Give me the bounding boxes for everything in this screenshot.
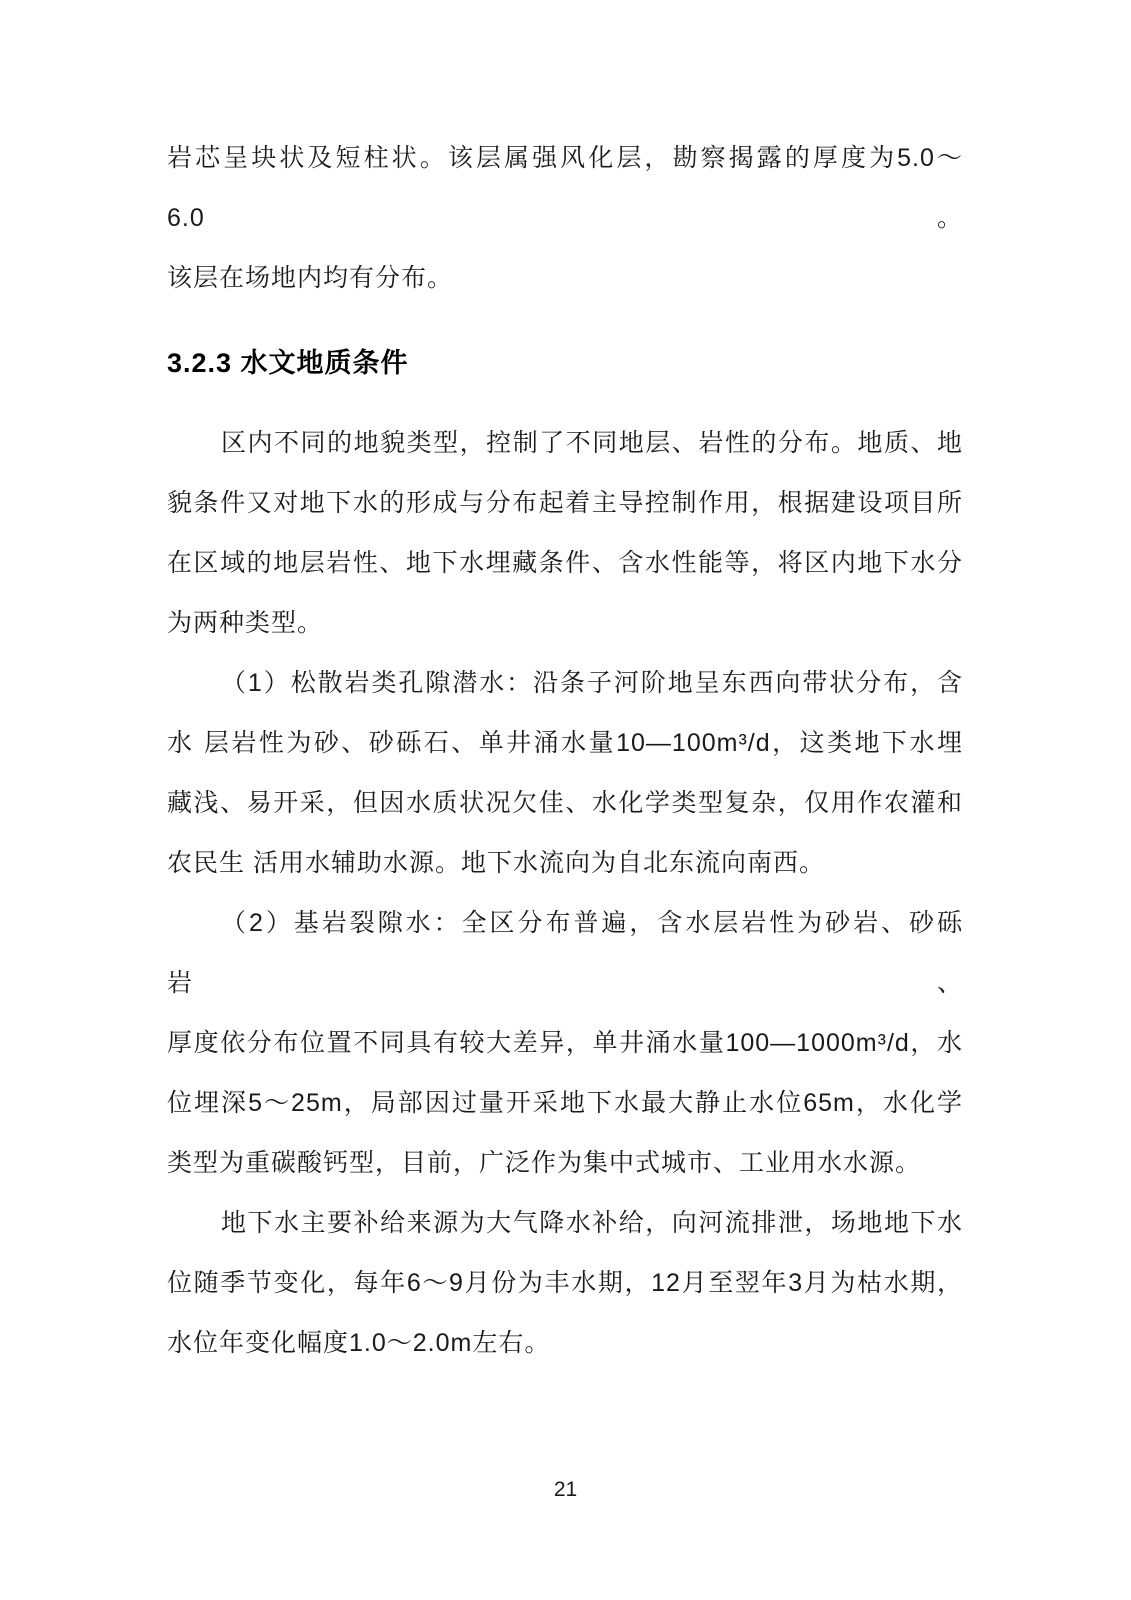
text-line: 岩芯呈块状及短柱状。该层属强风化层，勘察揭露的厚度为5.0～6.0。: [167, 144, 963, 232]
section-heading: 3.2.3 水文地质条件: [167, 348, 409, 378]
page-content: [167, 128, 963, 1373]
text-line: 在区域的地层岩性、地下水埋藏条件、含水性能等，将区内地下水分: [167, 549, 963, 577]
text-line: 水位年变化幅度1.0～2.0m左右。: [167, 1329, 551, 1357]
text-line: 厚度依分布位置不同具有较大差异，单井涌水量100—1000m³/d，水: [167, 1029, 963, 1057]
paragraph-3: [167, 893, 963, 1193]
text-line: 为两种类型。: [167, 609, 324, 637]
text-line: 位随季节变化，每年6～9月份为丰水期，12月至翌年3月为枯水期，: [167, 1269, 963, 1297]
text-line: 貌条件又对地下水的形成与分布起着主导控制作用，根据建设项目所: [167, 489, 963, 517]
text-line: 该层在场地内均有分布。: [167, 264, 454, 292]
intro-paragraph: [167, 128, 963, 308]
text-line: 地下水主要补给来源为大气降水补给，向河流排泄，场地地下水: [221, 1209, 963, 1237]
page-number: 21: [553, 1478, 578, 1501]
text-line: 农民生 活用水辅助水源。地下水流向为自北东流向南西。: [167, 849, 825, 877]
text-line: 藏浅、易开采，但因水质状况欠佳、水化学类型复杂，仅用作农灌和: [167, 789, 963, 817]
text-line: 水 层岩性为砂、砂砾石、单井涌水量10—100m³/d，这类地下水埋: [167, 729, 963, 757]
text-line: 类型为重碳酸钙型，目前，广泛作为集中式城市、工业用水水源。: [167, 1149, 922, 1177]
text-line: 区内不同的地貌类型，控制了不同地层、岩性的分布。地质、地: [221, 429, 963, 457]
paragraph-4: [167, 1193, 963, 1373]
paragraph-2: [167, 653, 963, 893]
paragraph-1: [167, 413, 963, 653]
text-line: 位埋深5～25m，局部因过量开采地下水最大静止水位65m，水化学: [167, 1089, 963, 1117]
text-line: （1）松散岩类孔隙潜水：沿条子河阶地呈东西向带状分布，含: [221, 669, 964, 697]
text-line: （2）基岩裂隙水：全区分布普遍，含水层岩性为砂岩、砂砾岩、: [167, 909, 963, 997]
